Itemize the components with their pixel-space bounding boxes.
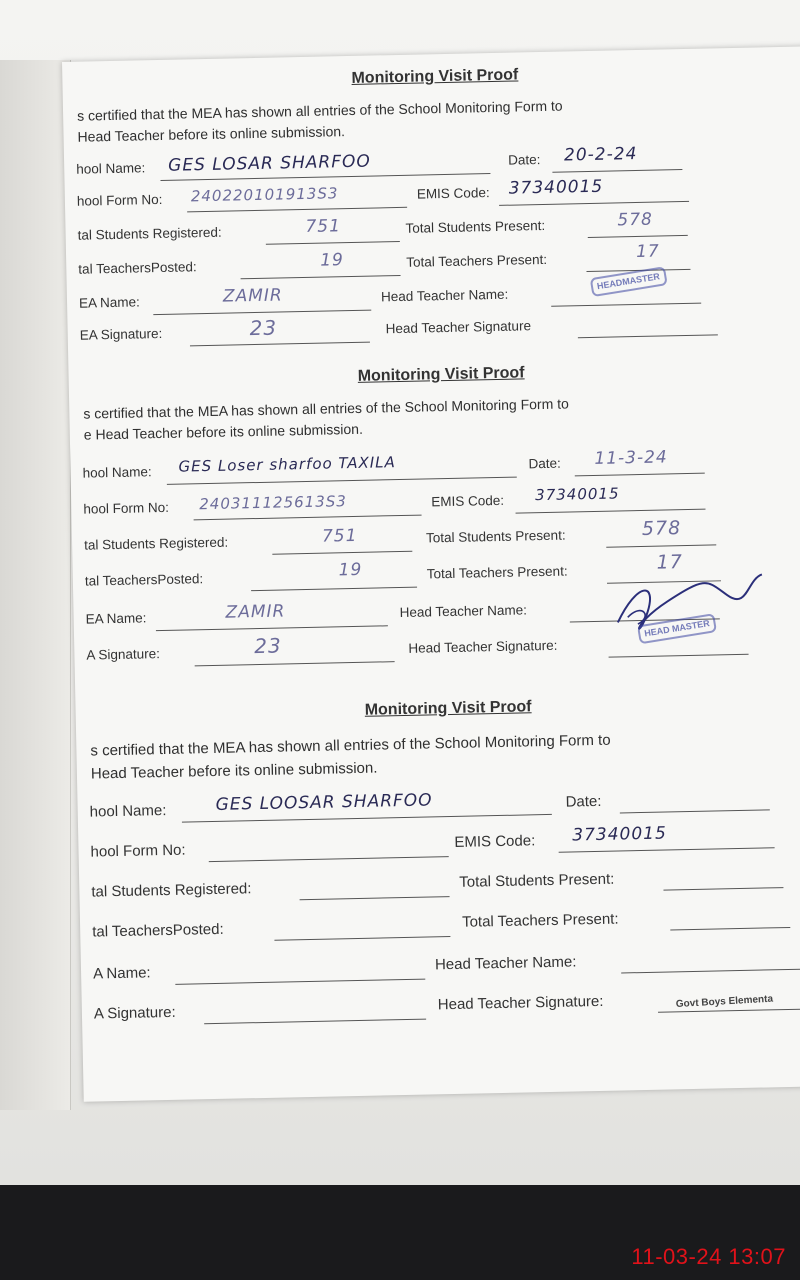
label-students-registered: tal Students Registered: xyxy=(83,534,229,553)
label-students-registered: tal Students Registered: xyxy=(91,880,252,901)
value-students-present: 578 xyxy=(617,209,654,231)
label-mea-signature: A Signature: xyxy=(86,646,161,663)
value-teachers-present: 17 xyxy=(656,551,684,574)
form-block-3 xyxy=(75,686,800,1022)
label-mea-name: EA Name: xyxy=(85,610,147,627)
label-head-teacher-signature: Head Teacher Signature: xyxy=(408,637,558,656)
label-teachers-posted: tal TeachersPosted: xyxy=(78,259,197,277)
label-students-present: Total Students Present: xyxy=(405,217,546,236)
row-names xyxy=(85,942,800,987)
label-date: Date: xyxy=(507,152,541,168)
field-teachers-posted[interactable] xyxy=(251,565,417,591)
field-head-teacher-signature[interactable] xyxy=(577,312,717,338)
field-mea-signature[interactable] xyxy=(190,320,370,347)
label-date: Date: xyxy=(565,792,602,811)
label-school-form-no: hool Form No: xyxy=(83,499,170,517)
row-signatures xyxy=(86,982,800,1027)
label-mea-signature: EA Signature: xyxy=(79,325,163,343)
value-date: 20-2-24 xyxy=(563,143,638,166)
value-mea-name: ZAMIR xyxy=(225,601,286,623)
field-students-present[interactable] xyxy=(663,865,783,891)
label-school-form-no: hool Form No: xyxy=(90,841,186,861)
school-stamp: Govt Boys Elementa xyxy=(675,993,774,1011)
value-school-name: GES LOSAR SHARFOO xyxy=(167,151,372,176)
value-mea-name: ZAMIR xyxy=(222,285,283,307)
form-title: Monitoring Visit Proof xyxy=(364,698,532,719)
form-block-2 xyxy=(68,352,800,688)
document-page xyxy=(62,46,800,1101)
photo-timestamp: 11-03-24 13:07 xyxy=(631,1244,786,1269)
label-school-name: hool Name: xyxy=(76,160,146,177)
label-school-name: hool Name: xyxy=(82,464,152,481)
field-teachers-present[interactable] xyxy=(670,905,790,931)
value-students-present: 578 xyxy=(641,517,682,540)
form-title: Monitoring Visit Proof xyxy=(357,364,525,385)
field-mea-name[interactable] xyxy=(175,957,425,985)
label-students-registered: tal Students Registered: xyxy=(77,224,222,243)
label-students-present: Total Students Present: xyxy=(425,527,566,546)
form-title: Monitoring Visit Proof xyxy=(351,66,519,87)
field-school-form-no[interactable] xyxy=(208,834,448,862)
cert-line-2: Head Teacher before its online submission. xyxy=(90,759,378,783)
label-head-teacher-name: Head Teacher Name: xyxy=(380,286,509,305)
value-date: 11-3-24 xyxy=(594,447,668,469)
value-emis-code: 37340015 xyxy=(572,823,668,846)
cert-line-1: s certified that the MEA has shown all entries of the School Monitoring Form to xyxy=(76,97,563,124)
field-head-teacher-name[interactable] xyxy=(621,947,800,974)
label-students-present: Total Students Present: xyxy=(459,870,615,891)
label-mea-name: EA Name: xyxy=(78,294,140,311)
value-school-form-no: 240220101913S3 xyxy=(190,184,339,206)
label-school-form-no: hool Form No: xyxy=(76,191,163,209)
value-mea-signature: 23 xyxy=(249,315,278,341)
certification-text xyxy=(77,91,768,147)
cert-line-2: e Head Teacher before its online submission. xyxy=(83,420,364,443)
row-school-name xyxy=(81,782,800,827)
field-date[interactable] xyxy=(619,787,769,813)
label-emis-code: EMIS Code: xyxy=(416,185,490,202)
label-teachers-present: Total Teachers Present: xyxy=(426,563,568,582)
cert-line-1: s certified that the MEA has shown all entries of the School Monitoring Form to xyxy=(83,395,570,422)
field-teachers-posted[interactable] xyxy=(274,914,450,941)
label-emis-code: EMIS Code: xyxy=(431,492,505,510)
field-mea-signature[interactable] xyxy=(204,997,426,1025)
value-emis-code: 37340015 xyxy=(534,484,620,505)
value-teachers-posted: 19 xyxy=(320,250,345,271)
value-teachers-present: 17 xyxy=(635,241,660,263)
binder-edge xyxy=(0,60,71,1110)
label-head-teacher-name: Head Teacher Name: xyxy=(399,602,528,621)
label-teachers-posted: tal TeachersPosted: xyxy=(84,571,204,589)
row-students xyxy=(83,860,800,905)
row-school-form-no xyxy=(82,820,800,865)
label-teachers-posted: tal TeachersPosted: xyxy=(92,920,224,941)
label-head-teacher-signature: Head Teacher Signature: xyxy=(437,992,604,1014)
value-teachers-posted: 19 xyxy=(338,559,363,581)
label-emis-code: EMIS Code: xyxy=(454,832,536,851)
field-mea-signature[interactable] xyxy=(194,639,394,666)
label-school-name: hool Name: xyxy=(89,801,167,821)
label-date: Date: xyxy=(528,455,561,472)
value-school-form-no: 240311125613S3 xyxy=(199,492,348,514)
label-head-teacher-name: Head Teacher Name: xyxy=(434,953,577,974)
row-teachers xyxy=(84,900,800,945)
value-students-registered: 751 xyxy=(305,216,342,237)
field-students-registered[interactable] xyxy=(299,874,449,900)
label-teachers-present: Total Teachers Present: xyxy=(406,251,548,270)
certification-text xyxy=(90,725,781,785)
label-mea-name: A Name: xyxy=(92,964,151,983)
value-school-name: GES Loser sharfoo TAXILA xyxy=(178,453,397,476)
value-mea-signature: 23 xyxy=(254,633,282,659)
label-mea-signature: A Signature: xyxy=(93,1003,176,1023)
cert-line-2: Head Teacher before its online submission. xyxy=(77,123,346,145)
label-teachers-present: Total Teachers Present: xyxy=(461,910,619,931)
headmaster-stamp: HEADMASTER xyxy=(590,266,668,297)
value-emis-code: 37340015 xyxy=(508,176,604,199)
value-students-registered: 751 xyxy=(321,525,358,547)
value-school-name: GES LOOSAR SHARFOO xyxy=(215,790,433,815)
cert-line-1: s certified that the MEA has shown all entries of the School Monitoring Form to xyxy=(90,731,611,760)
certification-text xyxy=(83,389,774,445)
label-head-teacher-signature: Head Teacher Signature xyxy=(385,318,532,337)
form-block-1 xyxy=(62,54,800,390)
headmaster-stamp: HEAD MASTER xyxy=(637,613,717,644)
